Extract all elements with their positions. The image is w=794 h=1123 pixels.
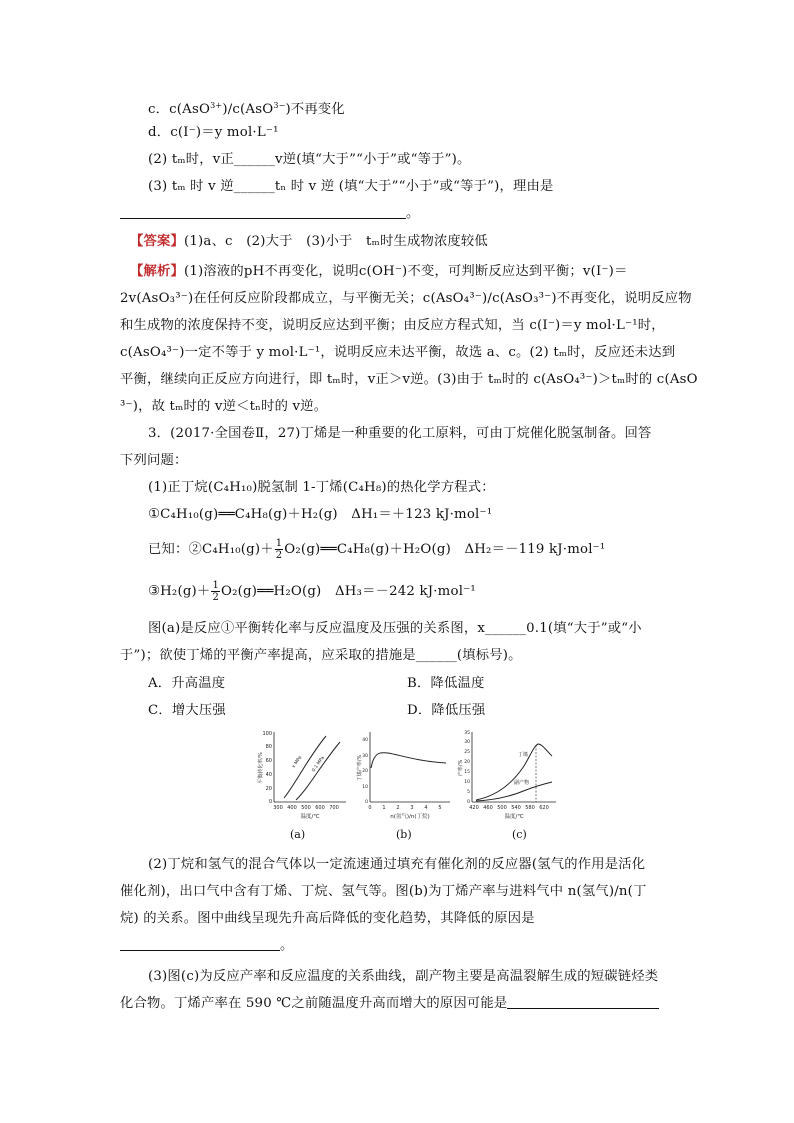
equation-2: 已知：②C₄H₁₀(g)＋ $\frac{1}{2}$ O₂(g)══C₄H₈(g)＋H₂O(g) ΔH₂＝－119 kJ·mol⁻¹ bbox=[148, 538, 606, 561]
explanation-line5: 平衡，继续向正反应方向进行，即 tₘ时，v正＞v逆。(3)由于 tₘ时的 c(AsO₄³⁻)＞tₘ时的 c(AsO bbox=[120, 372, 698, 387]
explanation-line4: c(AsO₄³⁻)一定不等于 y mol·L⁻¹，说明反应未达平衡，故选 a、c。(2) tₘ时，反应还未达到 bbox=[120, 345, 676, 360]
svg-text:产率/%: 产率/% bbox=[458, 759, 464, 777]
svg-text:1: 1 bbox=[382, 805, 386, 811]
answer-line: 【答案】(1)a、c (2)大于 (3)小于 tₘ时生成物浓度较低 bbox=[130, 234, 488, 249]
question-3-3-line1: (3)图(c)为反应产率和反应温度的关系曲线，副产物主要是高温裂解生成的短碳链烃类 bbox=[148, 969, 659, 984]
svg-text:100: 100 bbox=[262, 731, 272, 737]
question-3-line2: 。 bbox=[120, 205, 420, 223]
svg-text:15: 15 bbox=[464, 770, 470, 775]
svg-text:20: 20 bbox=[464, 760, 470, 765]
problem-3-sub1: (1)正丁烷(C₄H₁₀)脱氢制 1-丁烯(C₄H₈)的热化学方程式： bbox=[148, 480, 495, 495]
svg-text:500: 500 bbox=[301, 805, 311, 811]
option-D: D．降低压强 bbox=[407, 703, 486, 718]
svg-text:40: 40 bbox=[265, 772, 272, 778]
svg-text:10: 10 bbox=[362, 785, 368, 790]
svg-text:420: 420 bbox=[469, 805, 479, 811]
svg-text:540: 540 bbox=[511, 805, 521, 811]
figure-a-caption: (a) bbox=[290, 828, 306, 841]
equation-1: ①C₄H₁₀(g)══C₄H₈(g)＋H₂(g) ΔH₁＝＋123 kJ·mol⁻¹ bbox=[148, 507, 493, 522]
svg-text:460: 460 bbox=[483, 805, 493, 811]
figure-a-chart bbox=[256, 728, 352, 824]
question-2-2-line3: 烷) 的关系。图中曲线呈现先升高后降低的变化趋势，其降低的原因是 bbox=[120, 911, 535, 926]
svg-text:35: 35 bbox=[464, 731, 470, 736]
svg-text:副产物: 副产物 bbox=[514, 780, 530, 786]
svg-text:620: 620 bbox=[539, 805, 549, 811]
option-B: B．降低温度 bbox=[407, 676, 485, 691]
svg-text:40: 40 bbox=[362, 738, 368, 743]
svg-text:80: 80 bbox=[265, 744, 272, 750]
svg-text:温度/℃: 温度/℃ bbox=[300, 814, 320, 820]
question-3-3-line2: 化合物。丁烯产率在 590 ℃之前随温度升高而增大的原因可能是 bbox=[120, 995, 659, 1013]
equation-3: ③H₂(g)＋ $\frac{1}{2}$ O₂(g)══H₂O(g) ΔH₃＝－242 kJ·mol⁻¹ bbox=[148, 580, 476, 603]
figure-b-caption: (b) bbox=[396, 828, 412, 841]
question-3-line1: (3) tₘ 时 v 逆______tₙ 时 v 逆 (填“大于”“小于”或“等于”)，理由是 bbox=[148, 179, 554, 194]
explanation-line2: 2v(AsO₃³⁻)在任何反应阶段都成立，与平衡无关；c(AsO₄³⁻)/c(AsO₃³⁻)不再变化，说明反应物 bbox=[120, 291, 692, 306]
svg-text:700: 700 bbox=[329, 805, 339, 811]
problem-3-stem2: 下列问题： bbox=[120, 453, 188, 468]
svg-text:0: 0 bbox=[368, 805, 372, 811]
svg-text:30: 30 bbox=[362, 754, 368, 759]
svg-text:丁烯产率/%: 丁烯产率/% bbox=[357, 754, 363, 782]
svg-text:0: 0 bbox=[467, 800, 470, 805]
question-2-2-line2: 催化剂)，出口气中含有丁烯、丁烷、氢气等。图(b)为丁烯产率与进料气中 n(氢气)/n(丁 bbox=[120, 884, 647, 899]
svg-text:580: 580 bbox=[525, 805, 535, 811]
question-2-2-line1: (2)丁烷和氢气的混合气体以一定流速通过填充有催化剂的反应器(氢气的作用是活化 bbox=[148, 857, 646, 872]
svg-text:20: 20 bbox=[265, 786, 272, 792]
explanation-line1: 【解析】(1)溶液的pH不再变化，说明c(OH⁻)不变，可判断反应达到平衡；v(I⁻)＝ bbox=[130, 264, 628, 279]
svg-text:30: 30 bbox=[464, 740, 470, 745]
svg-text:丁烯: 丁烯 bbox=[518, 752, 529, 758]
svg-text:4: 4 bbox=[424, 805, 428, 811]
svg-text:0: 0 bbox=[268, 799, 272, 805]
svg-text:600: 600 bbox=[315, 805, 325, 811]
figure-a-question2: 于”)；欲使丁烯的平衡产率提高，应采取的措施是______(填标号)。 bbox=[120, 648, 522, 663]
svg-text:0: 0 bbox=[365, 800, 368, 805]
option-d: d．c(I⁻)＝y mol·L⁻¹ bbox=[148, 125, 279, 140]
svg-text:0.1 MPa: 0.1 MPa bbox=[311, 755, 326, 774]
svg-text:25: 25 bbox=[464, 750, 470, 755]
svg-text:500: 500 bbox=[497, 805, 507, 811]
svg-text:3: 3 bbox=[410, 805, 414, 811]
svg-text:2: 2 bbox=[396, 805, 400, 811]
explanation-line6: ³⁻)，故 tₘ时的 v逆＜tₙ时的 v逆。 bbox=[120, 399, 328, 414]
option-c: c．c(AsO$^{3+}$)/c(AsO$^{3-}$)不再变化 bbox=[148, 101, 345, 117]
figure-c-caption: (c) bbox=[512, 828, 527, 841]
svg-text:n(氢气)/n(丁烷): n(氢气)/n(丁烷) bbox=[390, 814, 430, 820]
svg-text:10: 10 bbox=[464, 780, 470, 785]
svg-text:400: 400 bbox=[287, 805, 297, 811]
question-2-2-line4: 。 bbox=[120, 937, 294, 955]
svg-text:x MPa: x MPa bbox=[291, 755, 304, 770]
svg-text:60: 60 bbox=[265, 758, 272, 764]
svg-text:300: 300 bbox=[273, 805, 283, 811]
svg-text:温度/℃: 温度/℃ bbox=[504, 814, 524, 820]
figure-b-chart bbox=[356, 728, 454, 824]
option-A: A．升高温度 bbox=[148, 676, 226, 691]
figure-c-chart bbox=[456, 728, 560, 824]
svg-text:5: 5 bbox=[467, 790, 470, 795]
explanation-line3: 和生成物的浓度保持不变，说明反应达到平衡；由反应方程式知，当 c(I⁻)＝y mol·L⁻¹时， bbox=[120, 318, 665, 333]
question-2: (2) tₘ时，v正______v逆(填“大于”“小于”或“等于”)。 bbox=[148, 152, 471, 167]
option-C: C．增大压强 bbox=[148, 703, 226, 718]
svg-text:5: 5 bbox=[438, 805, 442, 811]
svg-text:平衡转化率/%: 平衡转化率/% bbox=[258, 752, 264, 784]
figure-a-question1: 图(a)是反应①平衡转化率与反应温度及压强的关系图，x______0.1(填“大于”或“小 bbox=[148, 621, 642, 636]
problem-3-stem1: 3．(2017·全国卷Ⅱ，27)丁烯是一种重要的化工原料，可由丁烷催化脱氢制备。回答 bbox=[148, 426, 652, 441]
svg-text:20: 20 bbox=[362, 769, 368, 774]
